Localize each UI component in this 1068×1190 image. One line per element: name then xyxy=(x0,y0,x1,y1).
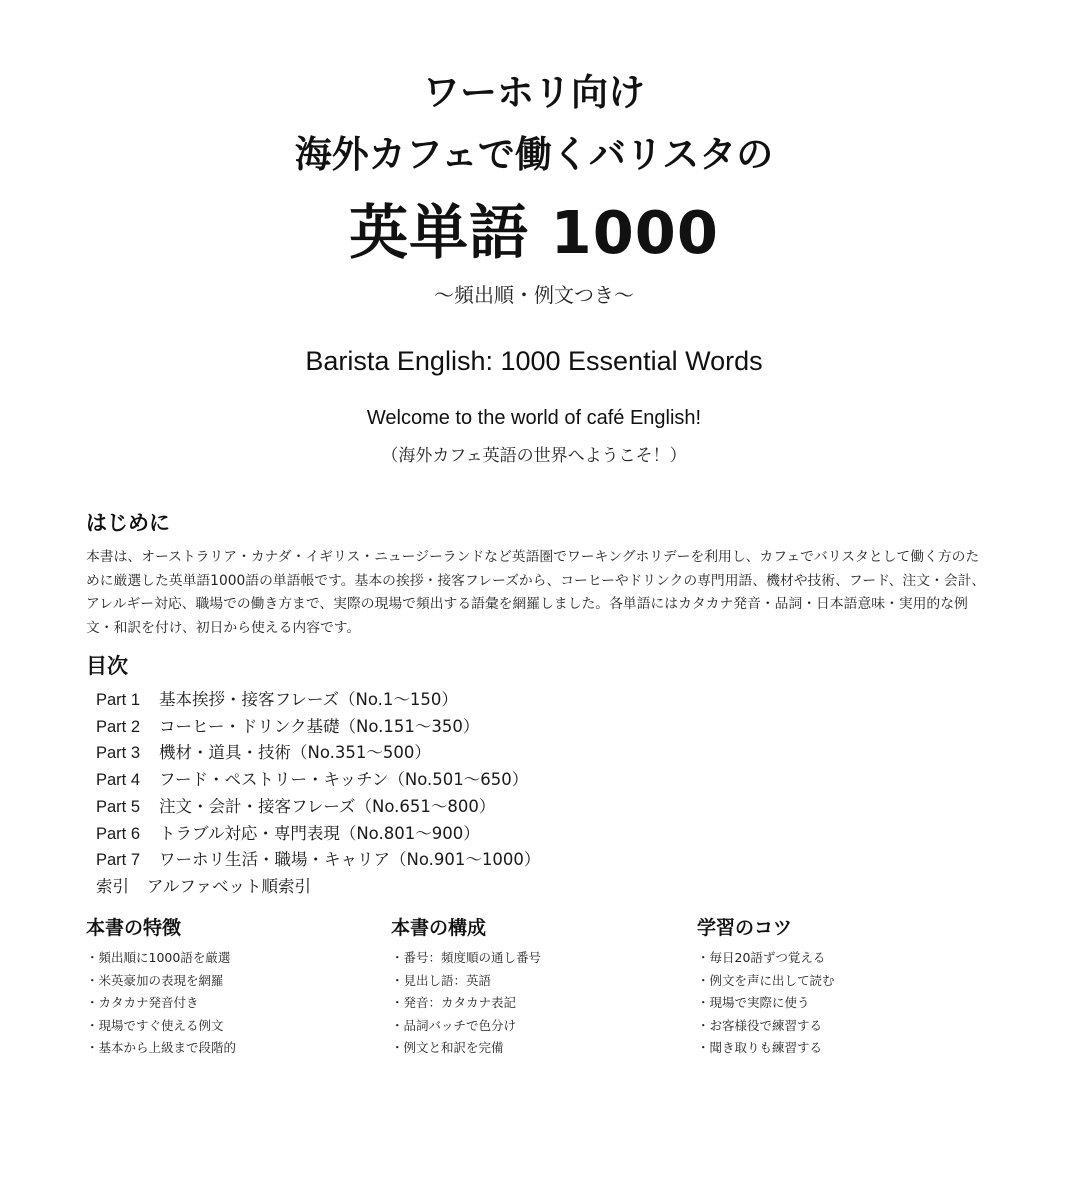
subtitle-english: Barista English: 1000 Essential Words xyxy=(305,346,763,376)
structure-list xyxy=(391,947,691,1060)
list-item: ・ 現場ですぐ使える例文 xyxy=(86,1015,386,1038)
toc-item-part-6 xyxy=(96,821,540,848)
welcome-japanese: （海外カフェ英語の世界へようこそ！） xyxy=(381,446,687,466)
toc-index-title: アルファベット順索引 xyxy=(147,876,312,896)
toc-part-title: トラブル対応・専門表現（No.801〜900） xyxy=(159,823,480,843)
intro-heading: はじめに xyxy=(86,511,170,535)
list-item: ・ お客様役で練習する xyxy=(697,1015,997,1038)
list-item: ・ 現場で実際に使う xyxy=(697,992,997,1015)
toc-heading: 目次 xyxy=(86,654,128,678)
list-item: ・ 聞き取りも練習する xyxy=(697,1037,997,1060)
list-item: ・ 番号：頻度順の通し番号 xyxy=(391,947,691,970)
tips-list xyxy=(697,947,997,1060)
intro-body: 本書は、オーストラリア・カナダ・イギリス・ニュージーランドなど英語圏でワーキングホリデーを利用し、カフェでバリスタとして働く方のために厳選した英単語1000語の単語帳です。基本の挨拶・接客フレーズから、コーヒーやドリンクの専門用語、機材や技術、フード、注文・会計、アレルギー対応、職場での働き方まで、実際の現場で頻出する語彙を網羅しました。各単語にはカタカナ発音・品詞・日本語意味・実用的な例文・和訳を付け、初日から使える内容です。 xyxy=(86,549,986,637)
list-item: ・ 見出し語：英語 xyxy=(391,970,691,993)
tips-column xyxy=(697,913,997,1060)
toc-item-part-2 xyxy=(96,714,540,741)
toc-part-label: Part 4 xyxy=(96,771,141,790)
tips-heading: 学習のコツ xyxy=(697,917,793,939)
toc-part-title: 機材・道具・技術（No.351〜500） xyxy=(159,743,431,763)
welcome-english: Welcome to the world of café English! xyxy=(366,407,702,429)
list-item: ・ 毎日20語ずつ覚える xyxy=(697,947,997,970)
toc-item-part-7 xyxy=(96,847,540,874)
toc-part-label: Part 1 xyxy=(96,691,141,709)
toc-part-label: Part 2 xyxy=(96,717,141,736)
title-main: 英単語 1000 xyxy=(349,198,719,267)
toc-part-title: 基本挨拶・接客フレーズ（No.1〜150） xyxy=(159,690,458,709)
toc-part-label: Part 6 xyxy=(96,824,141,843)
toc-index-label: 索引 xyxy=(96,876,129,896)
toc-part-title: 注文・会計・接客フレーズ（No.651〜800） xyxy=(159,796,496,816)
toc-part-title: ワーホリ生活・職場・キャリア（No.901〜1000） xyxy=(159,850,541,870)
list-item: ・ 米英豪加の表現を網羅 xyxy=(86,970,386,993)
list-item: ・ 品詞バッチで色分け xyxy=(391,1015,691,1038)
toc-list xyxy=(96,687,540,901)
toc-item-part-1 xyxy=(96,687,540,714)
title-line-1: ワーホリ向け xyxy=(423,71,645,114)
structure-column xyxy=(391,913,691,1060)
features-column xyxy=(86,913,386,1060)
list-item: ・ カタカナ発音付き xyxy=(86,992,386,1015)
title-line-2: 海外カフェで働くバリスタの xyxy=(294,133,774,176)
toc-item-index xyxy=(96,874,540,901)
list-item: ・ 発音：カタカナ表記 xyxy=(391,992,691,1015)
list-item: ・ 基本から上級まで段階的 xyxy=(86,1037,386,1060)
list-item: ・ 頻出順に1000語を厳選 xyxy=(86,947,386,970)
toc-part-label: Part 3 xyxy=(96,744,141,763)
subtitle-japanese: 〜頻出順・例文つき〜 xyxy=(434,283,634,307)
features-list xyxy=(86,947,386,1060)
toc-part-title: コーヒー・ドリンク基礎（No.151〜350） xyxy=(159,716,480,736)
toc-item-part-4 xyxy=(96,767,540,794)
features-heading: 本書の特徴 xyxy=(86,917,182,939)
structure-heading: 本書の構成 xyxy=(391,917,487,939)
toc-item-part-5 xyxy=(96,794,540,821)
toc-item-part-3 xyxy=(96,740,540,767)
toc-part-label: Part 5 xyxy=(96,797,141,816)
list-item: ・ 例文を声に出して読む xyxy=(697,970,997,993)
list-item: ・ 例文と和訳を完備 xyxy=(391,1037,691,1060)
toc-part-label: Part 7 xyxy=(96,851,141,870)
toc-part-title: フード・ペストリー・キッチン（No.501〜650） xyxy=(159,770,529,790)
